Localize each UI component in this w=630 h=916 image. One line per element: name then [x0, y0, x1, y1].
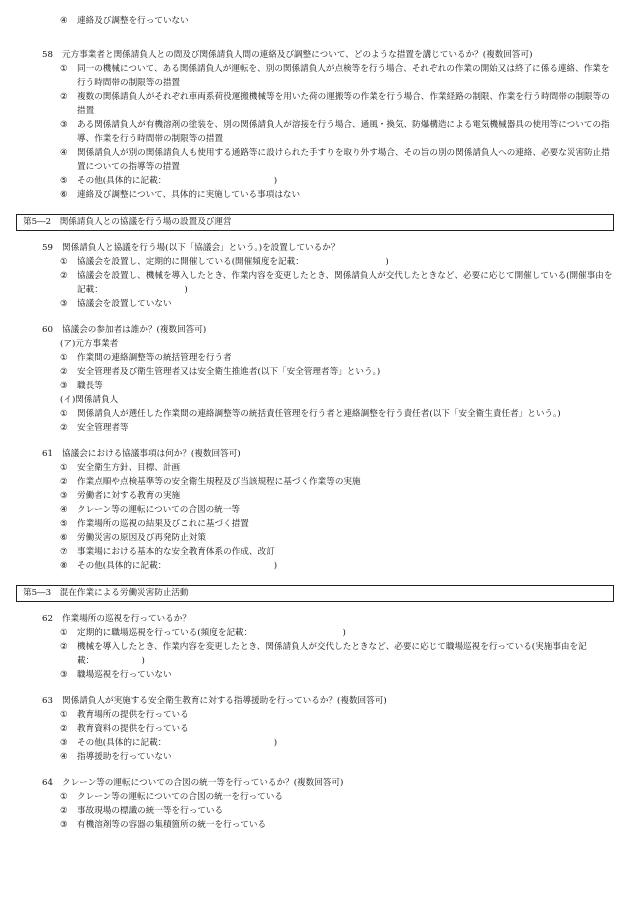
question-number: 59 [42, 243, 53, 253]
question-text: 関係請負人が実施する安全衛生教育に対する指導援助を行っているか？(複数回答可) [62, 696, 387, 706]
item-text: 指導援助を行っていない [77, 752, 172, 762]
question-text: 協議会における協議事項は何か？(複数回答可) [62, 449, 241, 459]
list-item [16, 90, 618, 118]
list-item [16, 461, 618, 475]
item-text: その他(具体的に記載： ) [77, 176, 278, 186]
item-text: 協議会を設置し、機械を導入したとき、作業内容を変更したとき、関係請負人が交代したときなど、必要に応じて開催している(開催事由を記載： ) [77, 271, 613, 295]
item-number: ② [60, 423, 68, 433]
item-text: 事故現場の標識の統一等を行っている [77, 806, 224, 816]
item-number: ③ [60, 299, 68, 309]
item-text: 有機溶剤等の容器の集積箇所の統一を行っている [77, 820, 267, 830]
list-item [16, 531, 618, 545]
question-text: 元方事業者と関係請負人との間及び関係請負人間の連絡及び調整について、どのような措置を講じているか？(複数回答可) [62, 50, 533, 60]
list-item [16, 407, 618, 421]
item-number: ④ [60, 752, 68, 762]
item-text: 関係請負人が別の関係請負人も使用する通路等に設けられた手すりを取り外す場合、その旨の別の関係請負人への連絡、必要な災害防止措置についての指導等の措置 [77, 148, 610, 172]
question-number: 58 [42, 50, 53, 60]
question-number: 61 [42, 449, 53, 459]
item-number: ③ [60, 491, 68, 501]
item-text: 作業間の連絡調整等の統括管理を行う者 [77, 353, 232, 363]
list-item [16, 421, 618, 435]
question-59 [16, 241, 618, 255]
item-number: ③ [60, 670, 68, 680]
list-item [16, 818, 618, 832]
item-number: ② [60, 642, 68, 652]
list-item [16, 118, 618, 146]
list-item [16, 379, 618, 393]
list-item [16, 174, 618, 188]
question-number: 60 [42, 325, 53, 335]
item-number: ① [60, 409, 68, 419]
item-number: ③ [60, 820, 68, 830]
list-item [16, 475, 618, 489]
item-number: ① [60, 64, 68, 74]
item-text: ある関係請負人が有機溶剤の塗装を、別の関係請負人が溶接を行う場合、通風・換気、防爆構造による電気機械器具の使用等についての指導、作業を行う時間帯の制限等の措置 [77, 120, 610, 144]
item-text: その他(具体的に記載： ) [77, 738, 278, 748]
item-text: 機械を導入したとき、作業内容を変更したとき、関係請負人が交代したときなど、必要に応じて職場巡視を行っている(実施事由を記載： ) [77, 642, 587, 666]
question-number: 64 [42, 778, 53, 788]
item-text: 作業点順や点検基準等の安全衛生規程及び当該規程に基づく作業等の実施 [77, 477, 361, 487]
item-number: ① [60, 463, 68, 473]
item-text: 定期的に職場巡視を行っている(頻度を記載： ) [77, 628, 346, 638]
item-number: ⑥ [60, 190, 68, 200]
list-item [16, 640, 618, 668]
item-number: ⑦ [60, 547, 68, 557]
list-item [16, 559, 618, 573]
item-number: ② [60, 806, 68, 816]
list-item [16, 790, 618, 804]
question-text: 協議会の参加者は誰か？(複数回答可) [62, 325, 207, 335]
list-item [16, 14, 618, 28]
item-number: ⑤ [60, 519, 68, 529]
question-63 [16, 694, 618, 708]
list-item [16, 255, 618, 269]
item-text: 複数の関係請負人がそれぞれ車両系荷役運搬機械等を用いた荷の運搬等の作業を行う場合、作業経路の制限、作業を行う時間帯の制限等の措置 [77, 92, 610, 116]
group-label: (イ)関係請負人 [60, 395, 119, 405]
item-number: ① [60, 628, 68, 638]
question-61 [16, 447, 618, 461]
list-item [16, 545, 618, 559]
question-64 [16, 776, 618, 790]
list-item [16, 626, 618, 640]
list-item [16, 297, 618, 311]
question-58 [16, 48, 618, 62]
item-text: 安全管理者及び衛生管理者又は安全衛生推進者(以下「安全管理者等」という。) [77, 367, 381, 377]
item-number: ⑧ [60, 561, 68, 571]
item-number: ③ [60, 120, 68, 130]
item-text: 労働災害の原因及び再発防止対策 [77, 533, 206, 543]
item-text: 連絡及び調整を行っていない [77, 16, 189, 26]
question-number: 62 [42, 614, 53, 624]
item-number: ④ [60, 148, 68, 158]
list-item [16, 489, 618, 503]
section-header-5-2: 第5―2 関係請負人との協議を行う場の設置及び運営 [16, 214, 614, 231]
item-number: ① [60, 257, 68, 267]
item-number: ② [60, 271, 68, 281]
list-item [16, 146, 618, 174]
question-number: 63 [42, 696, 53, 706]
item-number: ④ [60, 16, 68, 26]
item-text: 安全管理者等 [77, 423, 129, 433]
item-number: ④ [60, 505, 68, 515]
item-text: その他(具体的に記載： ) [77, 561, 278, 571]
list-item [16, 668, 618, 682]
item-text: 職場巡視を行っていない [77, 670, 172, 680]
list-item [16, 804, 618, 818]
list-item [16, 365, 618, 379]
list-item [16, 750, 618, 764]
item-text: 連絡及び調整について、具体的に実施している事項はない [77, 190, 301, 200]
list-item [16, 708, 618, 722]
list-item [16, 62, 618, 90]
item-number: ③ [60, 738, 68, 748]
list-item [16, 269, 618, 297]
item-text: 協議会を設置していない [77, 299, 172, 309]
list-item [16, 503, 618, 517]
list-item [16, 517, 618, 531]
group-label: (ア)元方事業者 [60, 339, 119, 349]
item-text: クレーン等の運転についての合図の統一を行っている [77, 792, 283, 802]
item-number: ① [60, 353, 68, 363]
item-text: 事業場における基本的な安全教育体系の作成、改訂 [77, 547, 275, 557]
item-text: 労働者に対する教育の実施 [77, 491, 181, 501]
item-number: ② [60, 367, 68, 377]
list-item [16, 188, 618, 202]
item-text: クレーン等の運転についての合図の統一等 [77, 505, 240, 515]
item-number: ⑥ [60, 533, 68, 543]
item-text: 協議会を設置し、定期的に開催している(開催頻度を記載： ) [77, 257, 389, 267]
item-text: 職長等 [77, 381, 103, 391]
item-number: ① [60, 710, 68, 720]
item-number: ⑤ [60, 176, 68, 186]
item-number: ③ [60, 381, 68, 391]
item-text: 同一の機械について、ある関係請負人が運転を、別の関係請負人が点検等を行う場合、それぞれの作業の開始又は終了に係る連絡、作業を行う時間帯の制限等の措置 [77, 64, 610, 88]
item-text: 作業場所の巡視の結果及びこれに基づく措置 [77, 519, 249, 529]
item-number: ② [60, 92, 68, 102]
list-item [16, 736, 618, 750]
item-text: 関係請負人が選任した作業間の連絡調整等の統括責任管理を行う者と連絡調整を行う責任者(以下「安全衛生責任者」という。) [77, 409, 561, 419]
section-header-5-3: 第5―3 混在作業による労働災害防止活動 [16, 585, 614, 602]
list-item [16, 351, 618, 365]
item-text: 教育資料の提供を行っている [77, 724, 189, 734]
list-item [16, 722, 618, 736]
question-60 [16, 323, 618, 337]
item-number: ② [60, 477, 68, 487]
question-text: 関係請負人と協議を行う場(以下「協議会」という。)を設置しているか？ [62, 243, 340, 253]
item-number: ② [60, 724, 68, 734]
item-text: 安全衛生方針、目標、計画 [77, 463, 181, 473]
question-text: クレーン等の運転についての合図の統一等を行っているか？(複数回答可) [62, 778, 344, 788]
item-text: 教育場所の提供を行っている [77, 710, 189, 720]
question-text: 作業場所の巡視を行っているか？ [62, 614, 191, 624]
item-number: ① [60, 792, 68, 802]
question-62 [16, 612, 618, 626]
